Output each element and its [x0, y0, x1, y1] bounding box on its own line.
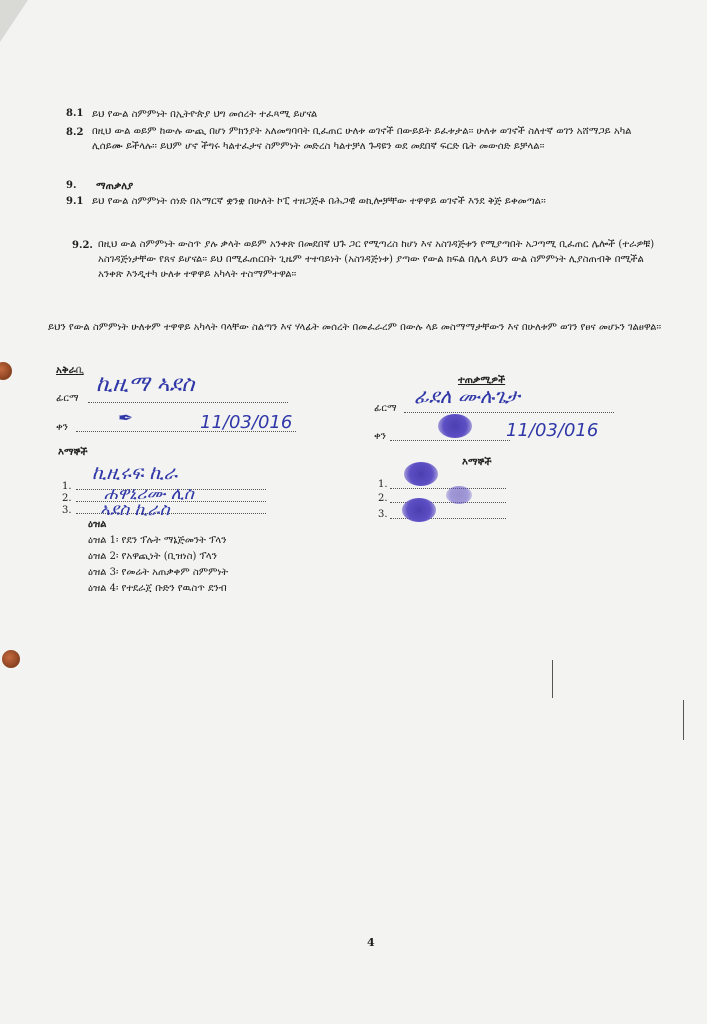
- page-number: 4: [367, 936, 375, 949]
- binder-hole: [2, 650, 20, 668]
- closing-statement: ይህን የውል ስምምነት ሁለቱም ተዋዋይ አካላት ባላቸው ስልጣን እና ሃላፊት መሰረት በመፈራረም በውሉ ላይ መስማማታቸውን እና በሁለቱም ወገን የፀና መሆኑን ገልፀዋል፡፡: [48, 322, 662, 333]
- scan-mark: [552, 660, 553, 698]
- annex-item: ዕዝል 3፡ የመሬት አጠቃቀም ስምምነት: [88, 567, 229, 578]
- supplier-heading: አቅራቢ: [56, 365, 84, 376]
- signature-label: ፊርማ: [56, 393, 79, 404]
- clause-number: 8.2: [66, 127, 84, 138]
- witness-number: 3.: [378, 509, 388, 520]
- clause-number: 9.2.: [72, 240, 93, 251]
- witness-number: 1.: [378, 479, 388, 490]
- signature-label: ፊርማ: [374, 403, 397, 414]
- folded-corner: [0, 0, 28, 42]
- clause-text: ይህ የውል ስምምነት በኢትዮጵያ ህግ መሰረት ተፈጻሚ ይሆናል: [92, 109, 318, 120]
- section-number: 9.: [66, 180, 77, 191]
- ink-stamp: [438, 414, 472, 438]
- handwritten-initials: ✒︎: [118, 408, 134, 429]
- date-label: ቀን: [56, 422, 68, 433]
- handwritten-date: 11/03/016: [506, 420, 599, 441]
- signature-line: [88, 401, 288, 403]
- clause-text: በዚህ ውል ወይም ከውሉ ውጪ በሆነ ምክንያት አለመግባባት ቢፈጠር ሁለቱ ወገኖች በውይይት ይፈቱታል፡፡ ሁለቱ ወገኖች ስለተኛ ወገን አሸማጋይ አካል ሊሰይሙ ይችላሉ፡፡ ይህም ሆኖ ችግሩ ካልተፈታና ስምምነት መድረስ ካልተቻለ ጉዳዩን ወደ መደበኛ ፍርድ ቤት መውሰድ ይቻላል፡፡: [92, 126, 632, 152]
- signature-line: [404, 411, 614, 413]
- date-line: [390, 439, 510, 441]
- witnesses-heading: እማኞች: [58, 447, 88, 458]
- witness-signature: ኪዚሩፍ ኪራ: [92, 462, 178, 484]
- annex-heading: ዕዝል: [88, 519, 107, 530]
- clause-text: ይህ የውል ስምምነት ሰነድ በአማርኛ ቋንቋ በሁለት ኮፒ ተዘጋጅቶ በሕጋዊ ወኪሎቻቸው ተዋዋይ ወገኖች እንደ ቅጅ ይቀመጣል፡፡: [92, 196, 546, 207]
- witness-signature: ሐዋኒሪሙ ሊስ: [104, 484, 194, 504]
- witness-fingerprint: [404, 462, 438, 486]
- witness-fingerprint: [402, 498, 436, 522]
- witness-number: 1.: [62, 481, 72, 492]
- clause-number: 8.1: [66, 108, 84, 119]
- scan-mark: [683, 700, 684, 740]
- date-label: ቀን: [374, 431, 386, 442]
- annex-item: ዕዝል 1፡ የደን ፕሉት ማኔጅመንት ፕላን: [88, 535, 227, 546]
- witnesses-heading: እማኞች: [462, 457, 492, 468]
- witness-number: 2.: [378, 493, 388, 504]
- annex-item: ዕዝል 2፡ የአዋጪነት (ቢዝነስ) ፕላን: [88, 551, 217, 562]
- handwritten-signature: ፊደለ ሙሉጌታ: [414, 384, 520, 408]
- witness-signature: ኣደስ ኪራስ: [100, 500, 170, 520]
- section-title: ማጠቃለያ: [96, 181, 134, 192]
- handwritten-signature: ኪዚማ ኣደስ: [96, 372, 195, 397]
- witness-number: 3.: [62, 505, 72, 516]
- witness-fingerprint: [446, 486, 472, 504]
- clause-number: 9.1: [66, 196, 84, 207]
- binder-hole: [0, 362, 12, 380]
- beneficiaries-heading: ተጠቃሚዎች: [458, 375, 506, 386]
- handwritten-date: 11/03/016: [200, 412, 293, 433]
- annex-item: ዕዝል 4፡ የተደራጀ ቡድን የዉስጥ ደንብ: [88, 583, 227, 594]
- witness-number: 2.: [62, 493, 72, 504]
- clause-text: በዚህ ውል ስምምነት ውስጥ ያሉ ቃላት ወይም አንቀጽ በመደበኛ ህጉ ጋር የሚጣረስ ከሆነ እና አስገዳጅቱን የሚያጣበት አጋጣሚ ቢፈጠር ሌሎች (ተራዎቹ) አስገዳጅነታቸው የጸና ይሆናል፡፡ ይህ በሚፈጠርበት ጊዜም ተተባይነት (አስገዳጅነቱ) ያጣው የውል ክፍል በሌላ ይህን ውል ስምምነት ሊያስጠብቅ በሚችል አንቀጽ እንዲተካ ሁለቱ ተዋዋይ አካላት ተስማምተዋል፡፡: [98, 239, 655, 280]
